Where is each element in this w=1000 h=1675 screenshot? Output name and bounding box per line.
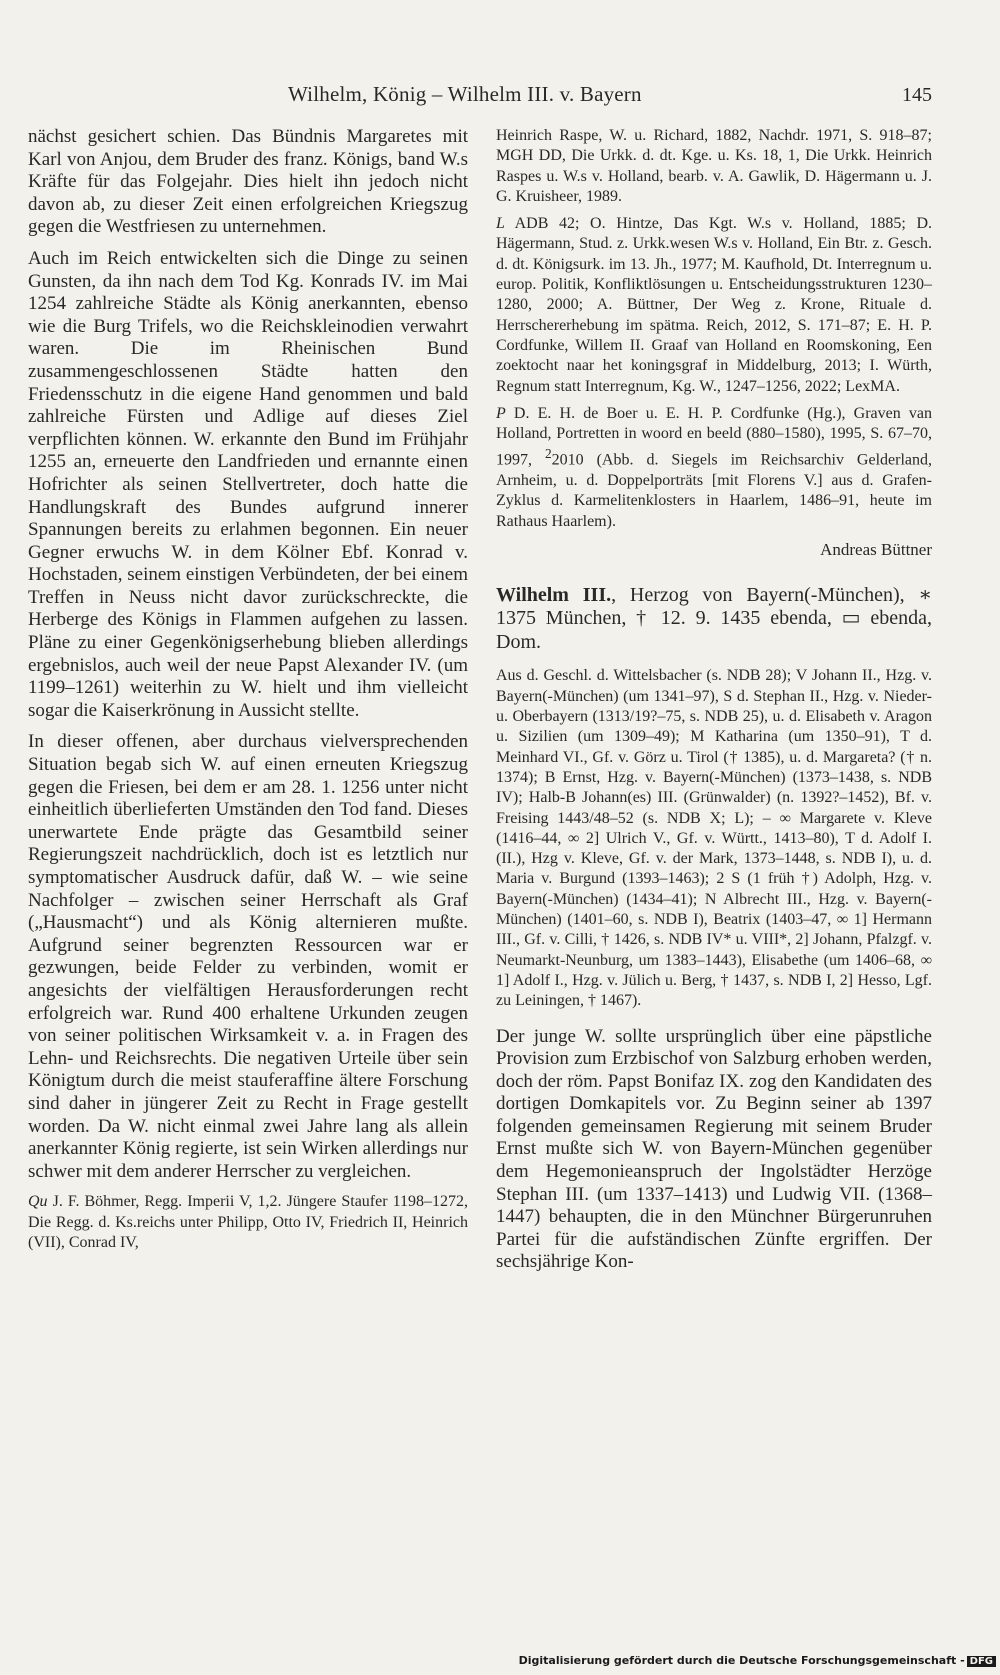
section-sigil: Qu <box>28 1193 48 1211</box>
section-sigil: P <box>496 404 506 422</box>
entry-details: , Herzog von Bayern(-München), ∗ 1375 München, † 12. 9. 1435 ebenda, ▭ ebenda, Dom. <box>496 583 932 653</box>
paragraph: nächst gesichert schien. Das Bündnis Margaretes mit Karl von Anjou, dem Bruder des franz. Königs, band W.s Kräfte für das Folgejahr. Dies hielt ihn jedoch nicht davon ab, zu dieser Zeit einen erfolgreichen Kriegszug gegen die Westfriesen zu unternehmen. <box>28 126 468 238</box>
edition-superscript: 2 <box>544 446 552 462</box>
sources-continued: Heinrich Raspe, W. u. Richard, 1882, Nachdr. 1971, S. 918–87; MGH DD, Die Urkk. d. dt. Kge. u. Ks. 18, 1, Die Urkk. Heinrich Raspes u. W.s v. Holland, bearb. v. A. Gawlik, D. Hägermann u. J. G. Kruisheer, 1989. <box>496 127 932 205</box>
section-sigil: L <box>496 215 505 233</box>
literature-section <box>496 214 932 397</box>
left-column <box>28 126 468 1253</box>
portraits-text: D. E. H. de Boer u. E. H. P. Cordfunke (Hg.), Graven van Holland, Portretten in woord en beeld (880–1580), 1995, S. 67–70, 1997, <box>496 404 932 469</box>
author-signature: Andreas Büttner <box>820 539 932 559</box>
dfg-logo: DFG <box>967 1656 996 1667</box>
entry-name: Wilhelm III. <box>496 583 612 606</box>
paragraph: In dieser offenen, aber durchaus vielversprechenden Situation begab sich W. auf einen erneuten Kriegszug gegen die Friesen, bei dem er am 28. 1. 1256 unter nicht einheitlich überlieferten Umständen den Tod fand. Dieses unerwartete Ende prägte das Gesamtbild seiner Regierungszeit nachdrücklich, doch ist es letztlich nur symptomatischer Ausdruck dafür, daß W. – wie seine Nachfolger – zwischen seiner Herrschaft als Graf („Hausmacht“) und als König alternieren mußte. Aufgrund seiner begrenzten Ressourcen war er gezwungen, beide Felder zu verbinden, womit er angesichts der vielfältigen Herausforderungen recht erfolgreich war. Rund 400 erhaltene Urkunden zeugen von seiner politischen Wirksamkeit v. a. in Fragen des Lehn- und Reichsrechts. Die negativen Urteile über sein Königtum durch die meist stauferaffine ältere Forschung sind daher in jüngerer Zeit zu Recht in Frage gestellt worden. Da W. nicht einmal zwei Jahre lang als allein anerkannter König regierte, ist sein Wirken allerdings nur schwer mit dem anderer Herrscher zu vergleichen. <box>28 731 468 1182</box>
page-header <box>0 82 1000 112</box>
digitization-footer <box>519 1654 996 1667</box>
page-number: 145 <box>902 84 932 106</box>
portraits-section <box>496 404 932 532</box>
footer-credit: Digitalisierung gefördert durch die Deutsche Forschungsgemeinschaft - <box>518 1654 965 1667</box>
running-head: Wilhelm, König – Wilhelm III. v. Bayern <box>288 82 642 106</box>
sources-section <box>28 1192 468 1253</box>
paragraph: Auch im Reich entwickelten sich die Dinge zu seinen Gunsten, da ihn nach dem Tod Kg. Konrads IV. im Mai 1254 zahlreiche Städte als König anerkannten, ebenso wie die Burg Trifels, wo die Reichskleinodien verwahrt waren. Die im Rheinischen Bund zusammengeschlossenen Städte hatten den Friedensschutz in die eigene Hand genommen und bald zahlreiche Fürsten und Adlige auf dieses Ziel verpflichten können. W. erkannte den Bund im Frühjahr 1255 an, erneuerte den Landfrieden und ernannte einen Hofrichter als seinen Stellvertreter, doch hatte die Handlungskraft des Bundes aufgrund innerer Spannungen bereits zu erlahmen begonnen. Ein neuer Gegner erwuchs W. in dem Kölner Ebf. Konrad v. Hochstaden, seinem einstigen Verbündeten, der bei einem Treffen in Neuss nicht davor zurückschreckte, die Herberge des Königs in Flammen aufgehen zu lassen. Pläne zu einer Gegenkönigserhebung blieben allerdings ergebnislos, auch weil der neue Papst Alexander IV. (um 1199–1261) weiterhin zu W. hielt und ihm vielleicht sogar die Kaiserkrönung in Aussicht stellte. <box>28 247 468 721</box>
right-column <box>496 126 932 1274</box>
paragraph: Der junge W. sollte ursprünglich über eine päpstliche Provision zum Erzbischof von Salzburg erhoben werden, doch der röm. Papst Bonifaz IX. zog den Kandidaten des dortigen Domkapitels vor. Zu Beginn seiner ab 1397 folgenden gemeinsamen Regierung mit seinem Bruder Ernst mußte sich W. von Bayern-München gegenüber dem Hegemonieanspruch der Ingolstädter Herzöge Stephan III. (um 1337–1413) und Ludwig VII. (1368–1447) behaupten, die in den Münchner Bürgerunruhen Partei für die aufständischen Zünfte ergriffen. Der sechsjährige Kon- <box>496 1025 932 1273</box>
sources-text: J. F. Böhmer, Regg. Imperii V, 1,2. Jüngere Staufer 1198–1272, Die Regg. d. Ks.reichs unter Philipp, Otto IV, Friedrich II, Heinrich (VII), Conrad IV, <box>28 1193 468 1251</box>
literature-text: ADB 42; O. Hintze, Das Kgt. W.s v. Holland, 1885; D. Hägermann, Stud. z. Urkk.wesen W.s v. Holland, Ein Btr. z. Gesch. d. dt. Königsurk. im 13. Jh., 1977; M. Kaufhold, Dt. Interregnum u. europ. Politik, Konfliktlösungen u. Entscheidungsstrukturen 1230–1280, 2000; A. Büttner, Der Weg z. Krone, Rituale d. Herrschererhebung im spätma. Reich, 2012, S. 171–87; E. H. P. Cordfunke, Willem II. Graaf van Holland en Roomskoning, Een zoektocht naar het koningsgraf in Middelburg, 2013; I. Würth, Regnum statt Interregnum, Kg. W., 1247–1256, 2022; LexMA. <box>496 215 932 395</box>
genealogy-section: Aus d. Geschl. d. Wittelsbacher (s. NDB 28); V Johann II., Hzg. v. Bayern(-München) (um 1341–97), S d. Stephan II., Hzg. v. Nieder- u. Oberbayern (1313/19?–75, s. NDB 25), u. d. Elisabeth v. Aragon u. Sizilien (um 1309–49); M Katharina (um 1350–91), T d. Meinhard VI., Gf. v. Görz u. Tirol († 1385), u. d. Margareta? († n. 1374); B Ernst, Hzg. v. Bayern(-München) (1373–1438, s. NDB IV); Halb-B Johann(es) III. (Grünwalder) (n. 1392?–1452), Bf. v. Freising 1443/48–52 (s. NDB X; L); – ∞ Margarete v. Kleve (1416–44, ∞ 2] Ulrich V., Gf. v. Württ., 1413–80), T d. Adolf I. (II.), Hzg v. Kleve, Gf. v. der Mark, 1373–1448, s. NDB I), u. d. Maria v. Burgund (1393–1463); 2 S (1 früh †) Adolph, Hzg. v. Bayern(-München) (1434–41); N Albrecht III., Hzg. v. Bayern(-München) (1401–60, s. NDB I), Beatrix (1403–47, ∞ 1] Hermann III., Gf. v. Cilli, † 1426, s. NDB IV* u. VIII*, 2] Johann, Pfalzgf. v. Neumarkt-Neunburg, um 1383–1443), Elisabethe (um 1406–68, ∞ 1] Adolf I., Hzg. v. Jülich u. Berg, † 1437, s. NDB I, 2] Hesso, Lgf. zu Leiningen, † 1467). <box>496 667 932 1010</box>
portraits-text-end: 2010 (Abb. d. Siegels im Reichsarchiv Gelderland, Arnheim, u. d. Doppelporträts [mit Florens V.] aus d. Grafen-Zyklus d. Karmelitenklosters in Haarlem, 1486–91, heute im Rathaus Haarlem). <box>496 451 933 530</box>
entry-heading <box>496 584 932 655</box>
